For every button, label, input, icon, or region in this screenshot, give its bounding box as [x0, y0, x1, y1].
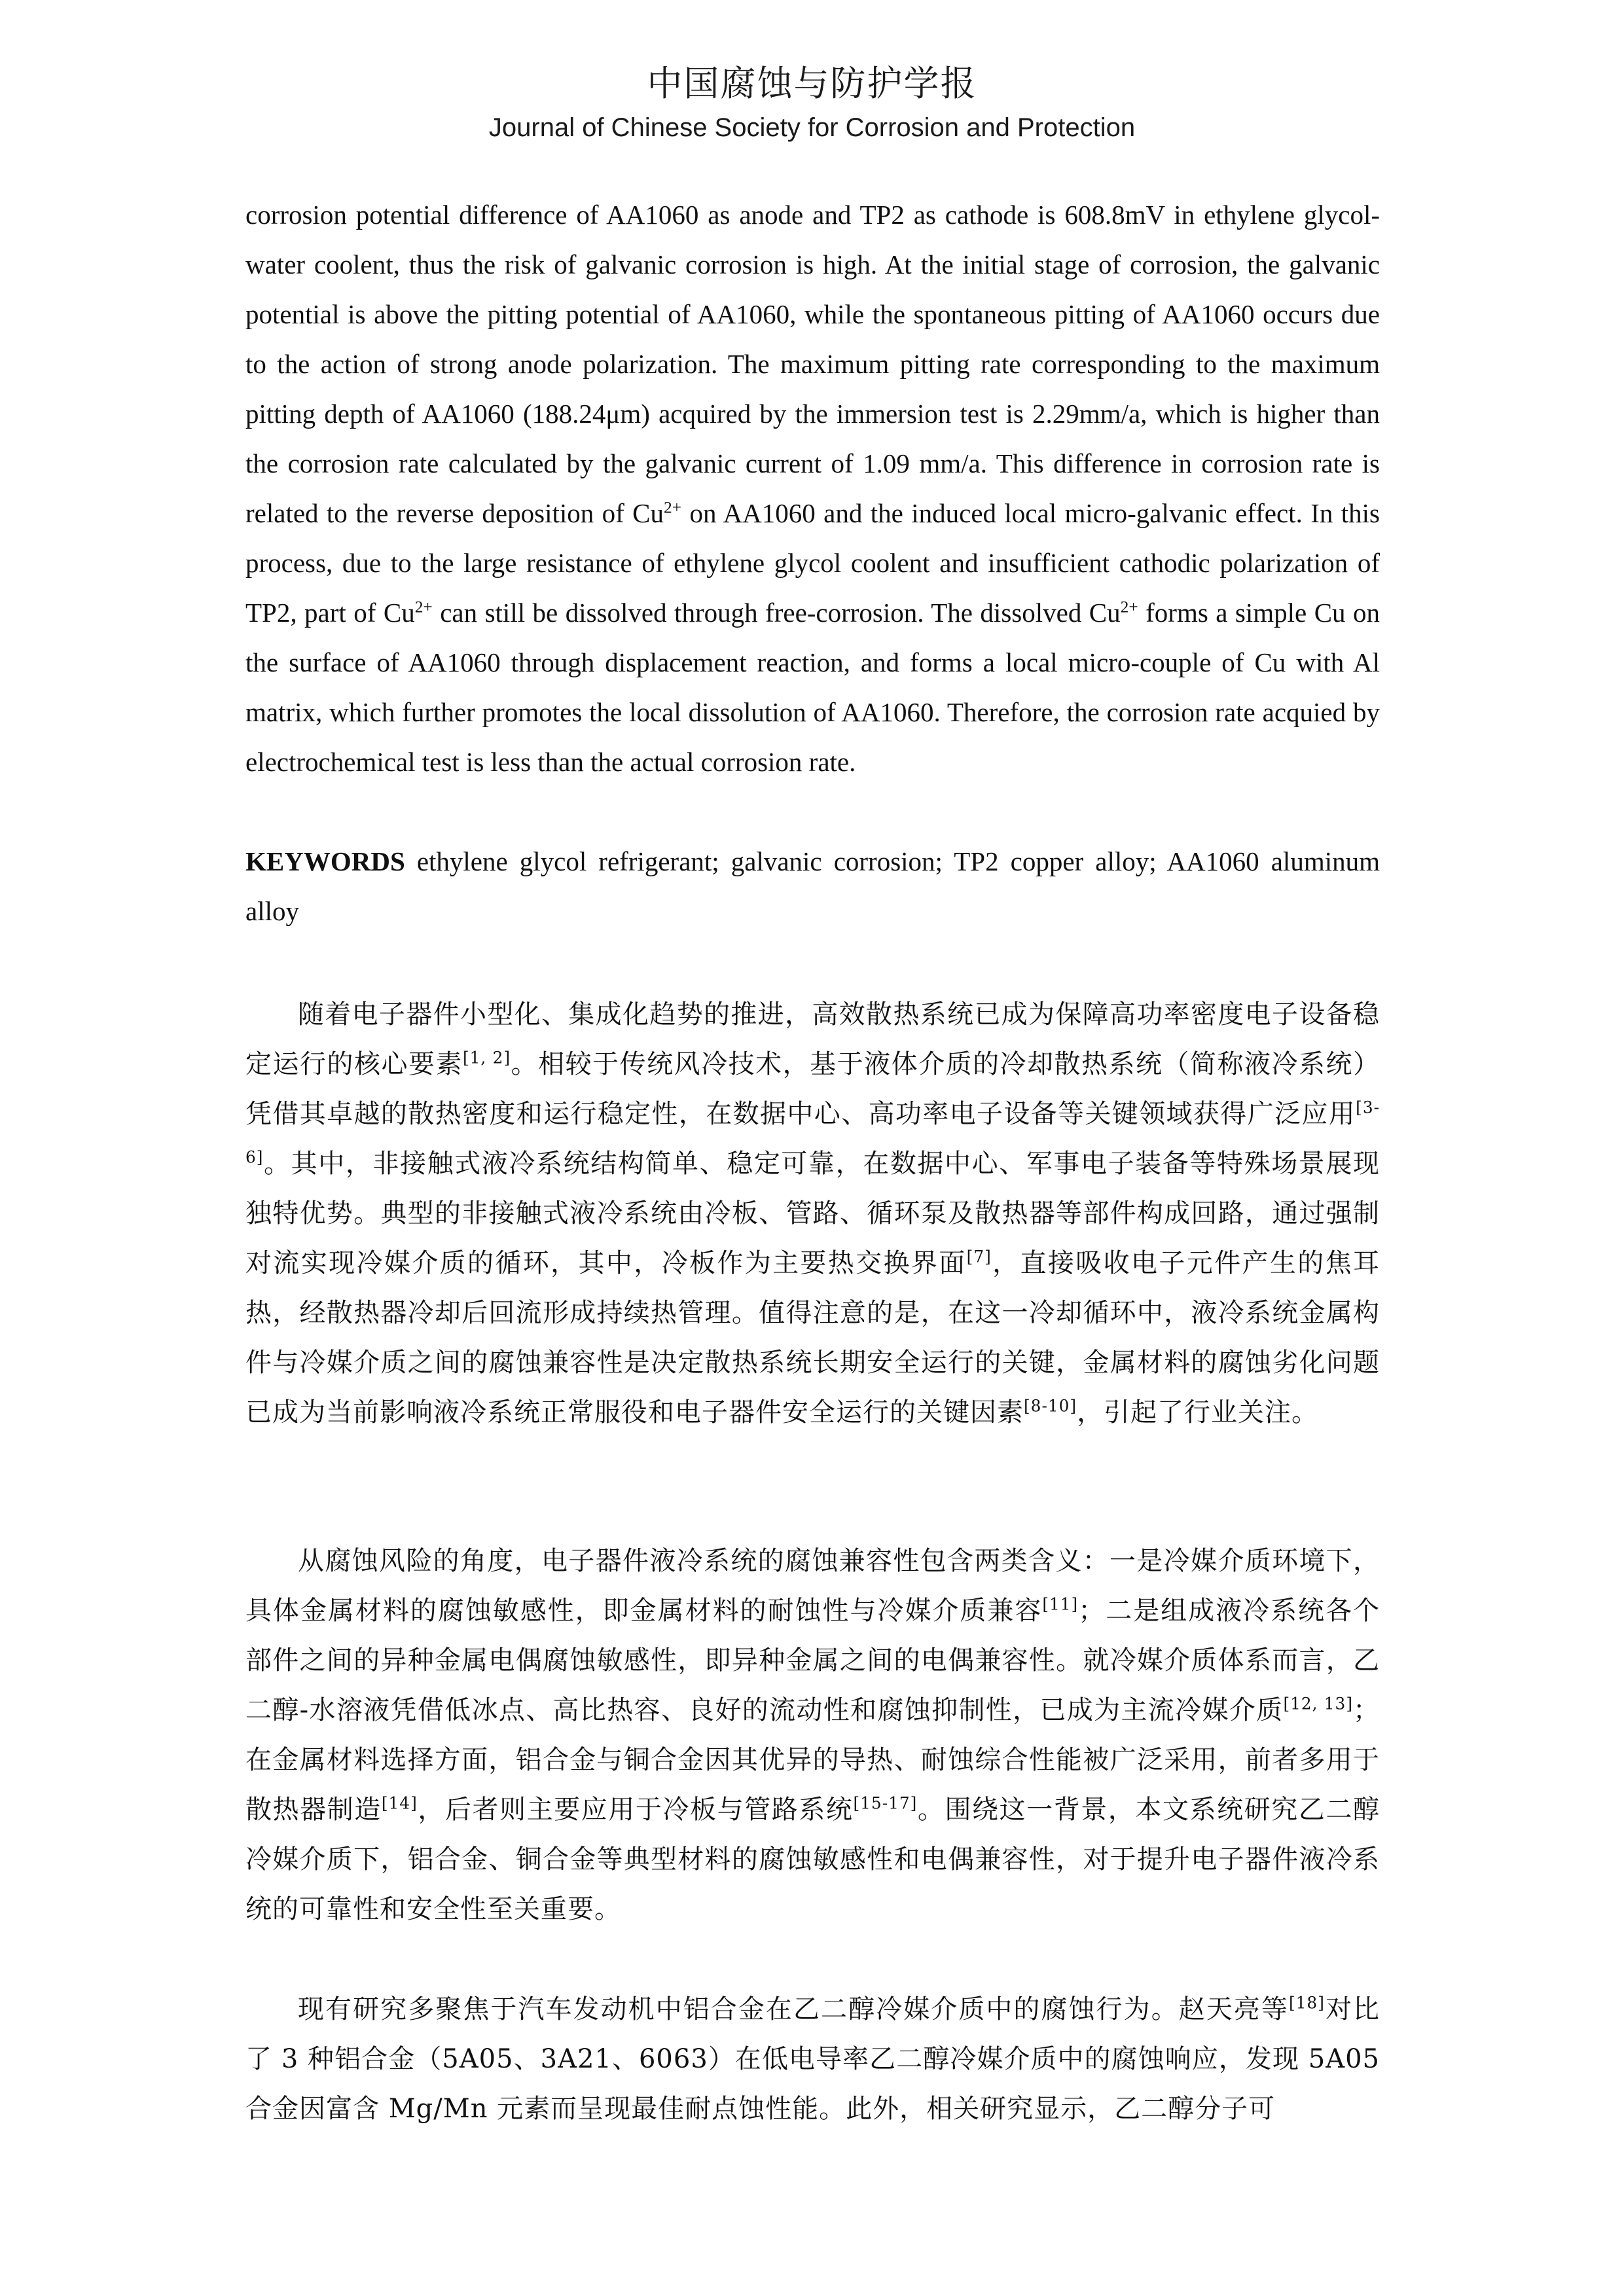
body-text: ；二是组成液冷系统各个部件之间的异种金属电偶腐蚀敏感性，即异种金属之间的电偶兼容性。就冷媒介质体系而言，乙二醇-水溶液凭借低冰点、高比热容、良好的流动性和腐蚀抑制性，已成为主流冷媒介质	[245, 1596, 1380, 1725]
journal-title-cn: 中国腐蚀与防护学报	[647, 63, 977, 104]
body-paragraph-3	[245, 1984, 1380, 2134]
body-text: 随着电子器件小型化、集成化趋势的推进，高效散热系统已成为保障高功率密度电子设备稳定运行的核心要素	[245, 999, 1380, 1079]
body-paragraph-2	[245, 1536, 1380, 1934]
abstract-text-1: corrosion potential difference of AA1060 as anode and TP2 as cathode is 608.8mV in ethylene glycol-water coolent, thus the risk of galvanic corrosion is high. At the initial stage of corrosion, the galvanic potential is above the pitting potential of AA1060, while the spontaneous pitting of AA1060 occurs due to the action of strong anode polarization. The maximum pitting rate corresponding to the maximum pitting depth of AA1060 (188.24μm) acquired by the immersion test is 2.29mm/a, which is higher than the corrosion rate calculated by the galvanic current of 1.09 mm/a. This difference in corrosion rate is related to the reverse deposition of Cu	[245, 200, 1380, 528]
body-paragraph-1	[245, 990, 1380, 1437]
citation-ref: [1, 2]	[462, 1048, 511, 1067]
body-text: 从腐蚀风险的角度，电子器件液冷系统的腐蚀兼容性包含两类含义：一是冷媒介质环境下，具体金属材料的腐蚀敏感性，即金属材料的耐蚀性与冷媒介质兼容	[245, 1546, 1380, 1626]
citation-ref: [15-17]	[853, 1793, 918, 1813]
keywords-paragraph	[245, 836, 1380, 936]
citation-ref: [18]	[1288, 1993, 1325, 2013]
abstract-paragraph	[245, 190, 1380, 787]
abstract-text-2: on AA1060 and the induced local micro-galvanic effect. In this process, due to the large resistance of ethylene glycol coolent and insufficient cathodic polarization of TP2, part of Cu	[245, 498, 1380, 628]
body-text: ，后者则主要应用于冷板与管路系统	[417, 1795, 854, 1825]
body-text: ，引起了行业关注。	[1077, 1397, 1319, 1427]
body-text: 对比了 3 种铝合金（5A05、3A21、6063）在低电导率乙二醇冷媒介质中的腐蚀响应，发现 5A05 合金因富含 Mg/Mn 元素而呈现最佳耐点蚀性能。此外，相关研究显示，乙二醇分子可	[245, 1994, 1380, 2124]
keywords-text: ethylene glycol refrigerant; galvanic corrosion; TP2 copper alloy; AA1060 aluminum alloy	[245, 846, 1380, 926]
abstract-text-4: forms a simple Cu on the surface of AA1060 through displacement reaction, and forms a local micro-couple of Cu with Al matrix, which further promotes the local dissolution of AA1060. Therefore, the corrosion rate acquied by electrochemical test is less than the actual corrosion rate.	[245, 598, 1380, 777]
citation-ref: [12, 13]	[1283, 1694, 1353, 1713]
body-text: 。相较于传统风冷技术，基于液体介质的冷却散热系统（简称液冷系统）凭借其卓越的散热密度和运行稳定性，在数据中心、高功率电子设备等关键领域获得广泛应用	[245, 1049, 1380, 1129]
keywords-label: KEYWORDS	[245, 846, 405, 876]
body-text: ；在金属材料选择方面，铝合金与铜合金因其优异的导热、耐蚀综合性能被广泛采用，前者多用于散热器制造	[245, 1695, 1380, 1825]
citation-ref: [11]	[1042, 1594, 1079, 1614]
citation-ref: [7]	[966, 1247, 992, 1266]
citation-ref: [14]	[381, 1793, 418, 1813]
journal-title-en: Journal of Chinese Society for Corrosion and Protection	[488, 113, 1136, 142]
citation-ref: [3-6]	[245, 1098, 1380, 1167]
body-text: 现有研究多聚焦于汽车发动机中铝合金在乙二醇冷媒介质中的腐蚀行为。赵天亮等	[298, 1994, 1289, 2024]
body-text: 。围绕这一背景，本文系统研究乙二醇冷媒介质下，铝合金、铜合金等典型材料的腐蚀敏感性和电偶兼容性，对于提升电子器件液冷系统的可靠性和安全性至关重要。	[245, 1795, 1380, 1924]
body-text: ，直接吸收电子元件产生的焦耳热，经散热器冷却后回流形成持续热管理。值得注意的是，在这一冷却循环中，液冷系统金属构件与冷媒介质之间的腐蚀兼容性是决定散热系统长期安全运行的关键，金属材料的腐蚀劣化问题已成为当前影响液冷系统正常服役和电子器件安全运行的关键因素	[245, 1248, 1380, 1427]
superscript: 2+	[664, 498, 682, 517]
body-text: 。其中，非接触式液冷系统结构简单、稳定可靠，在数据中心、军事电子装备等特殊场景展现独特优势。典型的非接触式液冷系统由冷板、管路、循环泵及散热器等部件构成回路，通过强制对流实现冷媒介质的循环，其中，冷板作为主要热交换界面	[245, 1149, 1380, 1278]
superscript: 2+	[1120, 598, 1138, 617]
superscript: 2+	[414, 598, 433, 617]
abstract-text-3: can still be dissolved through free-corrosion. The dissolved Cu	[432, 598, 1121, 628]
citation-ref: [8-10]	[1024, 1396, 1077, 1416]
